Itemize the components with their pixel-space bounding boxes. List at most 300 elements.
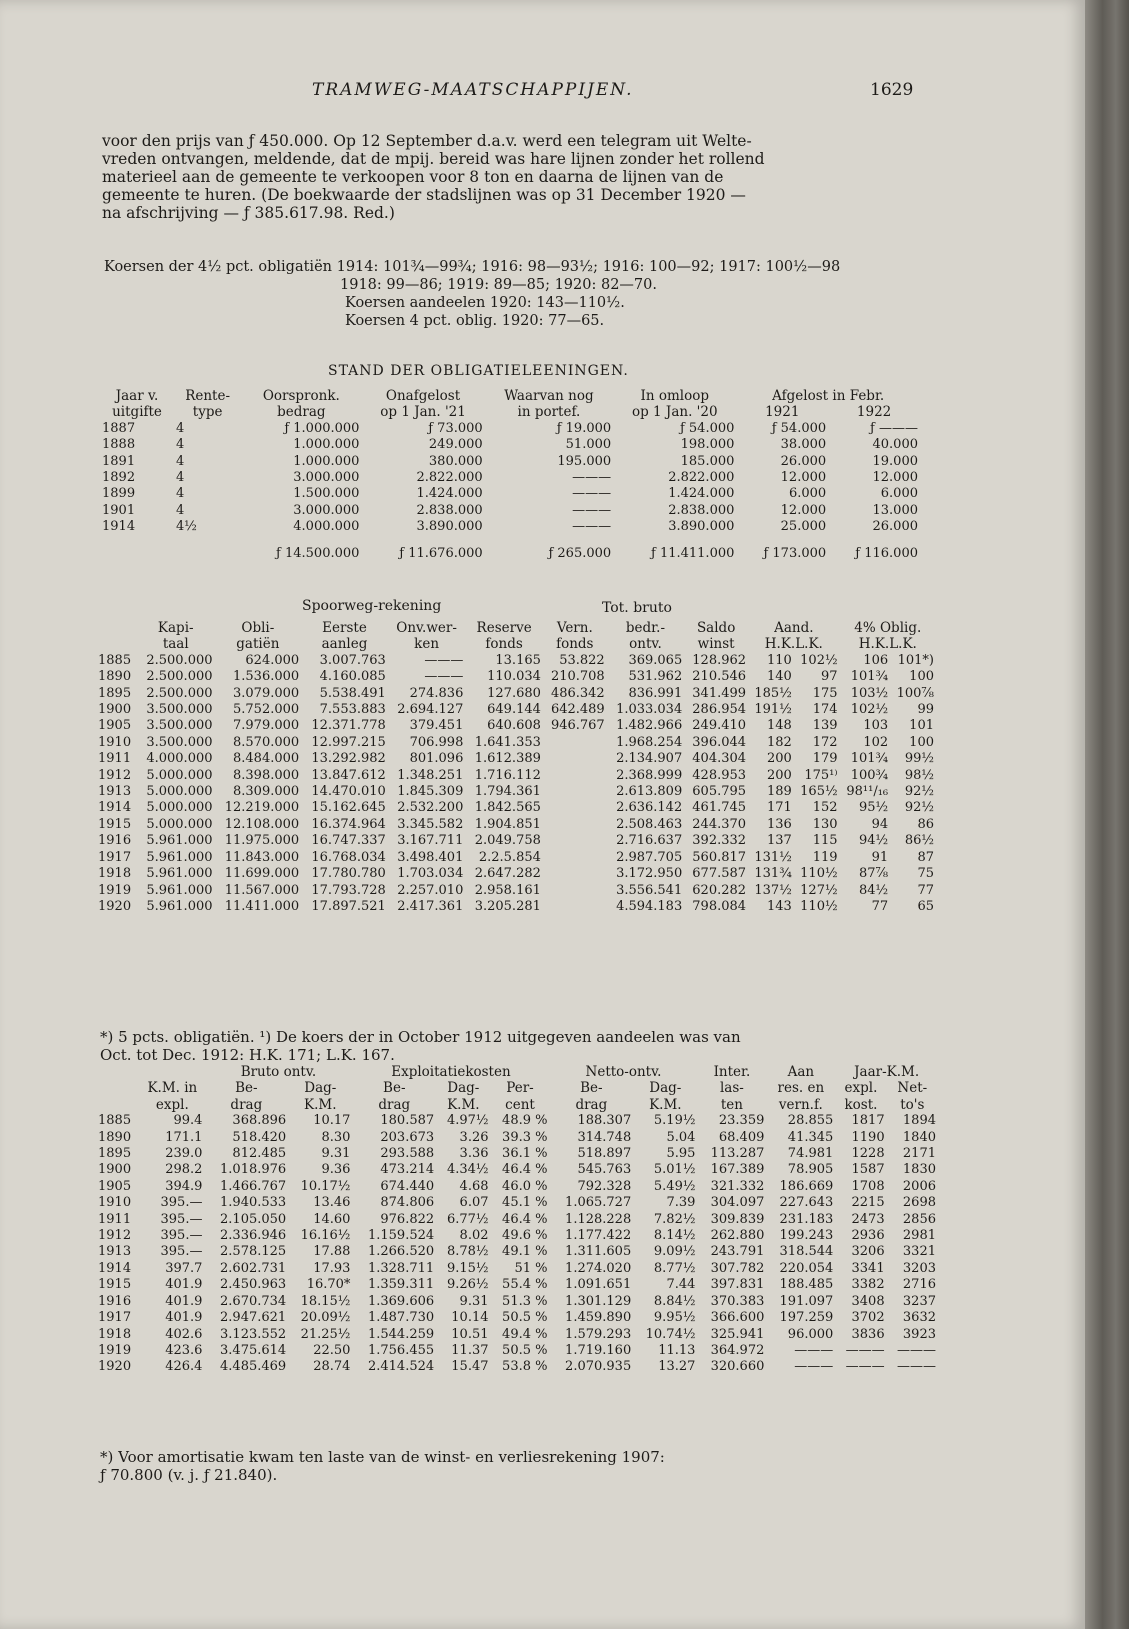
header-row	[100, 388, 920, 404]
table-cell: 1.703.034	[397, 866, 464, 882]
table-cell: 119	[812, 849, 838, 865]
table-cell: ———	[845, 1359, 885, 1375]
table-cell: 11.411.000	[224, 898, 300, 914]
table-cell: 2.578.125	[220, 1244, 287, 1260]
table-cell: 2.105.050	[220, 1211, 287, 1227]
table-cell: 4	[176, 437, 185, 453]
table-cell: 812.485	[232, 1146, 287, 1162]
table-cell: 3408	[851, 1293, 885, 1309]
table-cell: 179	[812, 751, 838, 767]
table-cell: 10.74½	[645, 1326, 696, 1342]
table-cell: 4.000.000	[293, 519, 360, 535]
table-cell: 1.459.890	[565, 1310, 632, 1326]
table-cell: 1.000.000	[293, 437, 360, 453]
table-cell: 1228	[851, 1146, 885, 1162]
table-cell: 3.000.000	[293, 502, 360, 518]
table-cell: 5.000.000	[146, 784, 213, 800]
table-cell: 28.74	[313, 1359, 351, 1375]
table-cell: 203.673	[380, 1129, 435, 1145]
table-cell: 1.065.727	[565, 1195, 632, 1211]
table-cell: 3.205.281	[474, 898, 541, 914]
table-cell: 100	[909, 669, 934, 685]
table-cell: 11.37	[451, 1342, 489, 1358]
table-cell: 2.417.361	[397, 898, 464, 914]
table-cell	[543, 768, 607, 784]
table-cell: 395.—	[160, 1211, 203, 1227]
table-cell: 397.7	[165, 1260, 203, 1276]
table-cell: 7.39	[666, 1195, 696, 1211]
table-cell: 9.36	[321, 1162, 351, 1178]
table-cell: 2.500.000	[146, 669, 213, 685]
table-cell: 8.309.000	[233, 784, 300, 800]
table-cell: 1885	[98, 1113, 132, 1129]
book-edge	[1085, 0, 1129, 1629]
table-cell: 2.958.161	[474, 882, 541, 898]
column-header: Waarvan nog	[504, 388, 594, 404]
table-cell: 2.049.758	[474, 833, 541, 849]
column-header: 1922	[856, 404, 892, 421]
table-cell: 46.0 %	[502, 1178, 548, 1194]
table-cell: 2.414.524	[367, 1359, 435, 1375]
table-cell: 3923	[902, 1326, 936, 1342]
table-cell: 1.500.000	[293, 486, 360, 502]
table-cell: 1.091.651	[565, 1277, 632, 1293]
footnote-line: Oct. tot Dec. 1912: H.K. 171; L.K. 167.	[100, 1046, 395, 1064]
table-cell: 137	[766, 833, 792, 849]
table-cell: 2.336.946	[220, 1228, 287, 1244]
table-cell: 36.1 %	[502, 1146, 548, 1162]
spacer	[96, 1097, 140, 1113]
column-header: vern.f.	[778, 1096, 823, 1113]
table-cell: 394.9	[165, 1178, 203, 1194]
column-header: 1921	[765, 404, 800, 421]
table-row	[96, 735, 936, 751]
running-header-title: TRAMWEG-MAATSCHAPPIJEN.	[312, 80, 634, 100]
table-cell: 1918	[98, 1326, 132, 1342]
table-cell: 395.—	[160, 1244, 203, 1260]
column-header: in portef.	[517, 404, 581, 421]
table-cell	[543, 899, 607, 915]
table-cell: 130	[812, 816, 838, 832]
header-row	[96, 1097, 938, 1113]
table-cell: 48.9 %	[502, 1113, 548, 1129]
footnote-line: ƒ 70.800 (v. j. ƒ 21.840).	[100, 1466, 278, 1484]
table-cell: 9.31	[459, 1293, 489, 1309]
table-cell: 304.097	[710, 1195, 765, 1211]
table-row	[96, 702, 936, 718]
table-cell: 2.716.637	[616, 833, 683, 849]
table-cell: 423.6	[165, 1342, 203, 1358]
table-cell: 101¾	[850, 751, 889, 767]
table-cell: 2.636.142	[616, 800, 683, 816]
table-cell: 1.266.520	[367, 1244, 435, 1260]
table-cell: 12.108.000	[224, 816, 300, 832]
table-cell: 836.991	[628, 685, 683, 701]
column-header: drag	[230, 1096, 263, 1113]
table-cell: 18.15½	[300, 1293, 351, 1309]
table-cell: 127.680	[487, 685, 541, 701]
table-cell: 12.000	[780, 502, 827, 518]
table-cell: ———	[845, 1342, 885, 1358]
table-cell: 1.719.160	[565, 1342, 632, 1358]
column-header: bedr.-	[625, 620, 666, 636]
table-cell: 3.500.000	[146, 734, 213, 750]
table-cell: 4.97½	[446, 1113, 489, 1129]
column-header: Kapi-	[157, 620, 194, 636]
table-cell: 10.51	[451, 1326, 489, 1342]
table-cell: 197.259	[779, 1310, 834, 1326]
column-header: Be-	[235, 1080, 258, 1097]
table-cell: 368.896	[232, 1113, 287, 1129]
table-cell: 16.768.034	[311, 849, 386, 865]
spacer	[100, 536, 241, 562]
table-cell: 1.544.259	[367, 1326, 435, 1342]
table-cell: 12.000	[872, 470, 918, 486]
table-cell: 2473	[851, 1211, 885, 1227]
column-header: K.M.	[447, 1096, 480, 1113]
table-row	[100, 421, 920, 437]
table-cell: 2.822.000	[416, 470, 483, 486]
table-cell: 102½	[800, 652, 838, 668]
table-cell: 87⅞	[859, 866, 889, 882]
table-cell: 53.822	[559, 652, 605, 668]
table-cell: 2171	[902, 1146, 936, 1162]
table-cell: 198.000	[680, 437, 735, 453]
table-cell: 1.301.129	[565, 1293, 632, 1309]
table-cell: 1905	[98, 718, 132, 734]
table-row	[100, 503, 920, 519]
table-cell: 13.165	[495, 652, 541, 668]
table-cell: 605.795	[692, 784, 747, 800]
table-cell	[543, 735, 607, 751]
table-cell: 3.345.582	[397, 816, 464, 832]
table-cell: 101	[909, 718, 934, 734]
table-cell: 946.767	[550, 718, 605, 734]
table-cell: 98½	[904, 767, 934, 783]
table-cell: 9.15½	[446, 1260, 489, 1276]
table-cell: 624.000	[245, 652, 300, 668]
table-cell: 1.904.851	[474, 816, 541, 832]
column-header: Jaar v.	[115, 388, 159, 404]
table-cell: 321.332	[710, 1178, 765, 1194]
table-cell: 3.123.552	[220, 1326, 287, 1342]
table-cell: 6.000	[880, 486, 918, 502]
group-header: Inter.	[713, 1064, 751, 1080]
table-cell: 188.307	[577, 1113, 632, 1129]
table-row	[96, 1244, 938, 1260]
table-row	[96, 850, 936, 866]
intro-line: materieel aan de gemeente te verkoopen voor 8 ton en daarna de lijnen van de	[102, 168, 724, 186]
column-header: drag	[575, 1096, 608, 1113]
table-cell: 1.033.034	[616, 702, 683, 718]
column-header: H.K.L.K.	[764, 636, 823, 653]
table-cell: 17.793.728	[311, 882, 386, 898]
table-cell: 49.1 %	[502, 1244, 548, 1260]
table-cell: ƒ 54.000	[771, 420, 827, 436]
header-row	[96, 1080, 938, 1096]
total-cell: ƒ 11.676.000	[399, 545, 483, 561]
table-cell: 189	[766, 784, 792, 800]
table-cell: 976.822	[380, 1211, 435, 1227]
table-cell: 8.14½	[653, 1228, 696, 1244]
table-cell: 51.000	[565, 437, 612, 453]
table-cell: 243.791	[710, 1244, 765, 1260]
table-cell: 51 %	[514, 1260, 548, 1276]
table-cell: 1900	[98, 1162, 132, 1178]
table-cell: 428.953	[692, 767, 747, 783]
table-cell: 200	[766, 751, 792, 767]
table-cell: 2.670.734	[220, 1293, 287, 1309]
column-header: Obli-	[241, 620, 275, 636]
table-cell: 21.25½	[300, 1326, 351, 1342]
table-cell: 677.587	[692, 866, 747, 882]
column-header: K.M.	[649, 1096, 682, 1113]
table-cell: 874.806	[380, 1195, 435, 1211]
table-cell: 1914	[98, 800, 132, 816]
table-cell: 10.17½	[300, 1178, 351, 1194]
table-cell: 103½	[850, 685, 889, 701]
table-cell: 1.641.353	[474, 734, 541, 750]
table-cell: 642.489	[550, 702, 605, 718]
table-cell: 5.000.000	[146, 800, 213, 816]
table-cell: 1885	[98, 652, 132, 668]
table-cell: ———	[572, 470, 612, 486]
table-cell: 401.9	[165, 1310, 203, 1326]
column-header: Be-	[580, 1080, 603, 1097]
table-cell: 3.890.000	[668, 519, 735, 535]
column-header: Dag-	[304, 1080, 337, 1097]
table-cell: ———	[572, 502, 612, 518]
table-cell: 110½	[800, 898, 838, 914]
table-cell: 1.369.606	[367, 1293, 435, 1309]
table-cell: 249.410	[692, 718, 747, 734]
table-cell: 2.500.000	[146, 652, 213, 668]
table-cell: 293.588	[380, 1146, 435, 1162]
obligaties-table	[100, 388, 920, 562]
table-cell: 74.981	[787, 1146, 834, 1162]
table-cell: 3.556.541	[616, 882, 683, 898]
table-cell: 8.570.000	[233, 734, 300, 750]
table-cell: 113.287	[710, 1146, 765, 1162]
table-cell: 1899	[102, 486, 136, 502]
table-cell: 4.68	[459, 1178, 489, 1194]
table-cell: 19.000	[872, 453, 918, 469]
table-row	[96, 1162, 938, 1178]
table-cell: 127½	[800, 882, 838, 898]
column-header: K.M. in	[147, 1080, 198, 1097]
table-cell: 1587	[851, 1162, 885, 1178]
table-cell: 674.440	[380, 1178, 435, 1194]
intro-line: voor den prijs van ƒ 450.000. Op 12 September d.a.v. werd een telegram uit Welte-	[102, 132, 752, 150]
table-cell: 5.752.000	[233, 702, 300, 718]
table-row	[96, 1179, 938, 1195]
table-cell: ———	[897, 1359, 936, 1375]
table-cell: 244.370	[692, 816, 747, 832]
table-cell: 188.485	[779, 1277, 834, 1293]
table-row	[96, 686, 936, 702]
table-cell: 8.84½	[653, 1293, 696, 1309]
column-header: Reserve	[476, 620, 532, 636]
intro-line: na afschrijving — ƒ 385.617.98. Red.)	[102, 204, 395, 222]
table-cell: 1919	[98, 882, 132, 898]
table-cell: 10.17	[313, 1113, 351, 1129]
table-cell: 7.44	[666, 1277, 696, 1293]
table-cell: 1891	[102, 453, 136, 469]
table-row	[96, 1261, 938, 1277]
totals-row	[100, 536, 920, 562]
table-cell: 14.60	[313, 1211, 351, 1227]
table-cell: 249.000	[428, 437, 483, 453]
table-cell: 5.49½	[653, 1178, 696, 1194]
table-row	[96, 800, 936, 816]
column-header: las-	[719, 1080, 744, 1097]
table-cell: 86	[917, 816, 934, 832]
table-cell: 92½	[904, 800, 934, 816]
table-cell: 1.311.605	[565, 1244, 632, 1260]
table-cell: 8.398.000	[233, 767, 300, 783]
table-cell: ———	[794, 1342, 834, 1358]
table-cell: 13.000	[872, 502, 918, 518]
column-header: uitgifte	[112, 404, 162, 421]
table-cell: 185.000	[680, 453, 735, 469]
table-cell: 167.389	[710, 1162, 765, 1178]
table-cell: 26.000	[780, 453, 827, 469]
spacer	[96, 1080, 140, 1096]
table-cell: 99	[917, 702, 934, 718]
table-cell: 3321	[902, 1244, 936, 1260]
table-cell: 1.579.293	[565, 1326, 632, 1342]
table-cell: 13.847.612	[311, 767, 386, 783]
table-cell: 318.544	[779, 1244, 834, 1260]
table-cell: 1.274.020	[565, 1260, 632, 1276]
table-cell: 401.9	[165, 1293, 203, 1309]
column-header: Oorspronk.	[262, 388, 340, 404]
table-cell: 140	[766, 669, 792, 685]
exploitatie-footnote	[100, 1448, 908, 1484]
table-cell: 98¹¹/₁₆	[846, 784, 889, 800]
table-cell: 1.612.389	[474, 751, 541, 767]
table-cell: 75	[917, 866, 934, 882]
table-cell: ƒ ———	[870, 420, 918, 436]
column-header: gatiën	[236, 636, 280, 653]
quotes-line-3: Koersen aandeelen 1920: 143—110½.	[345, 295, 625, 311]
intro-paragraph	[102, 132, 907, 222]
table-cell: 649.144	[487, 702, 541, 718]
table-cell: 65	[917, 898, 934, 914]
table-cell	[543, 866, 607, 882]
column-header: ten	[720, 1096, 743, 1113]
table-cell: 2.2.5.854	[478, 849, 541, 865]
table-cell: 49.4 %	[502, 1326, 548, 1342]
table-cell: 1894	[902, 1113, 936, 1129]
table-cell: 2006	[902, 1178, 936, 1194]
column-header: fonds	[556, 636, 594, 653]
column-header: cent	[505, 1096, 535, 1113]
table-cell: 3.26	[459, 1129, 489, 1145]
table-cell: 518.420	[232, 1129, 287, 1145]
table-cell: 9.95½	[653, 1310, 696, 1326]
table-cell: 110	[766, 652, 792, 668]
table-cell: 401.9	[165, 1277, 203, 1293]
table-cell: 1895	[98, 1146, 132, 1162]
table-row	[100, 486, 920, 502]
table-row	[96, 1310, 938, 1326]
table-cell: 131¾	[754, 866, 792, 882]
table-cell: 23.359	[718, 1113, 765, 1129]
table-cell: 3341	[851, 1260, 885, 1276]
table-cell: 1912	[98, 1228, 132, 1244]
table-cell: 1.424.000	[416, 486, 483, 502]
table-cell: 3.007.763	[319, 652, 386, 668]
table-cell: 1914	[98, 1260, 132, 1276]
table-cell: 1895	[98, 685, 132, 701]
table-row	[96, 1343, 938, 1359]
table-cell: 1913	[98, 784, 132, 800]
table-cell: 3.167.711	[397, 833, 464, 849]
table-cell: 103	[863, 718, 889, 734]
table-cell: 2.257.010	[397, 882, 464, 898]
table-cell: 182	[766, 734, 792, 750]
table-cell: 1.000.000	[293, 453, 360, 469]
column-header: Rente-	[185, 388, 231, 404]
table-cell: 195.000	[557, 453, 612, 469]
group-header: Netto-ontv.	[585, 1064, 662, 1080]
table-cell: 38.000	[780, 437, 827, 453]
table-cell: 426.4	[165, 1359, 203, 1375]
total-cell: ƒ 116.000	[855, 545, 918, 561]
table-cell: 186.669	[779, 1178, 834, 1194]
table-cell: 185½	[754, 685, 792, 701]
table-cell: 171.1	[165, 1129, 203, 1145]
table-cell: ———	[897, 1342, 936, 1358]
table-cell: 309.839	[710, 1211, 765, 1227]
table-cell: 1887	[102, 420, 136, 436]
table-cell: 128.962	[692, 652, 747, 668]
table-cell: 801.096	[409, 751, 464, 767]
table-cell: 1.018.976	[220, 1162, 287, 1178]
table-cell: 1890	[98, 1129, 132, 1145]
table-cell: 12.371.778	[311, 718, 386, 734]
intro-line: vreden ontvangen, meldende, dat de mpij. bereid was hare lijnen zonder het rollend	[102, 150, 765, 168]
column-header: Per-	[506, 1080, 534, 1097]
table-cell: 46.4 %	[502, 1211, 548, 1227]
column-header: op 1 Jan. '20	[631, 404, 718, 421]
table-cell: 4	[176, 470, 185, 486]
table-cell: 1917	[98, 1310, 132, 1326]
table-cell: 16.70*	[306, 1277, 351, 1293]
column-header: Onv.wer-	[396, 620, 457, 636]
table-cell: 1.466.767	[220, 1178, 287, 1194]
table-cell: 314.748	[577, 1129, 632, 1145]
table-cell: 15.162.645	[311, 800, 386, 816]
table-cell	[543, 850, 607, 866]
table-cell: 1708	[851, 1178, 885, 1194]
table-cell: 1900	[98, 702, 132, 718]
table-cell: 102½	[850, 702, 889, 718]
table-cell: 1.348.251	[397, 767, 464, 783]
table-cell: 620.282	[692, 882, 747, 898]
column-header: 4% Oblig.	[854, 620, 922, 636]
table-cell: 9.26½	[446, 1277, 489, 1293]
table-cell: 531.962	[628, 669, 683, 685]
table-cell: 3702	[851, 1310, 885, 1326]
table-cell: 99.4	[173, 1113, 203, 1129]
table-cell: 262.880	[710, 1228, 765, 1244]
column-header: op 1 Jan. '21	[380, 404, 466, 421]
table-cell: 1817	[851, 1113, 885, 1129]
table-cell: 231.183	[779, 1211, 834, 1227]
table-cell: 5.961.000	[146, 833, 213, 849]
